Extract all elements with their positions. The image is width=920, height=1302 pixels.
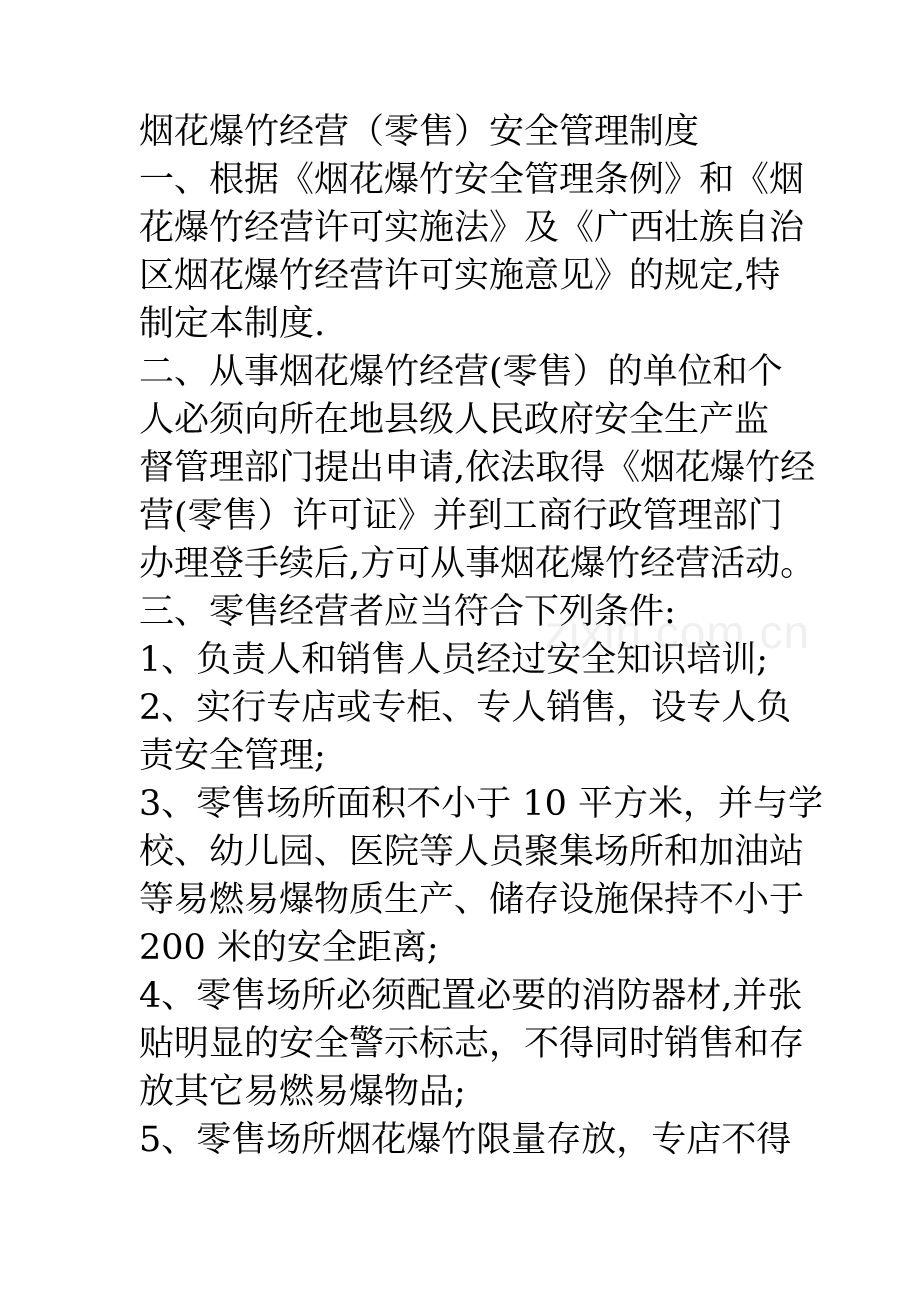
- text-line: 责安全管理;: [139, 736, 326, 776]
- text-line: 校、幼儿园、医院等人员聚集场所和加油站: [139, 832, 805, 872]
- text-line: 200 米的安全距离;: [139, 928, 439, 968]
- text-line: 督管理部门提出申请,依法取得《烟花爆竹经: [139, 448, 816, 488]
- text-line: 4、零售场所必须配置必要的消防器材,并张: [139, 976, 803, 1016]
- text-line: 3、零售场所面积不小于 10 平方米，并与学: [139, 784, 824, 824]
- text-line: 等易燃易爆物质生产、储存设施保持不小于: [139, 880, 805, 920]
- text-line: 区烟花爆竹经营许可实施意见》的规定,特: [139, 256, 781, 296]
- text-line: 2、实行专店或专柜、专人销售，设专人负: [139, 688, 792, 728]
- text-line: 办理登手续后,方可从事烟花爆竹经营活动。: [139, 544, 816, 584]
- text-line: 人必须向所在地县级人民政府安全生产监: [139, 400, 770, 440]
- text-line: 二、从事烟花爆竹经营(零售）的单位和个: [139, 352, 783, 392]
- text-line: 一、根据《烟花爆竹安全管理条例》和《烟: [139, 160, 805, 200]
- watermark: zixin.com.cn: [545, 606, 811, 658]
- document-body: [139, 108, 824, 1164]
- text-line: 营(零售）许可证》并到工商行政管理部门: [139, 496, 783, 536]
- text-line: 三、零售经营者应当符合下列条件:: [139, 592, 676, 632]
- text-line: 放其它易燃易爆物品;: [139, 1072, 466, 1112]
- text-line: 1、负责人和销售人员经过安全知识培训;: [139, 640, 769, 680]
- document-title: 烟花爆竹经营（零售）安全管理制度: [139, 112, 700, 152]
- text-line: 5、零售场所烟花爆竹限量存放，专店不得: [139, 1120, 792, 1160]
- text-line: 贴明显的安全警示标志，不得同时销售和存: [139, 1024, 805, 1064]
- text-line: 花爆竹经营许可实施法》及《广西壮族自治: [139, 208, 805, 248]
- text-line: 制定本制度.: [139, 304, 326, 344]
